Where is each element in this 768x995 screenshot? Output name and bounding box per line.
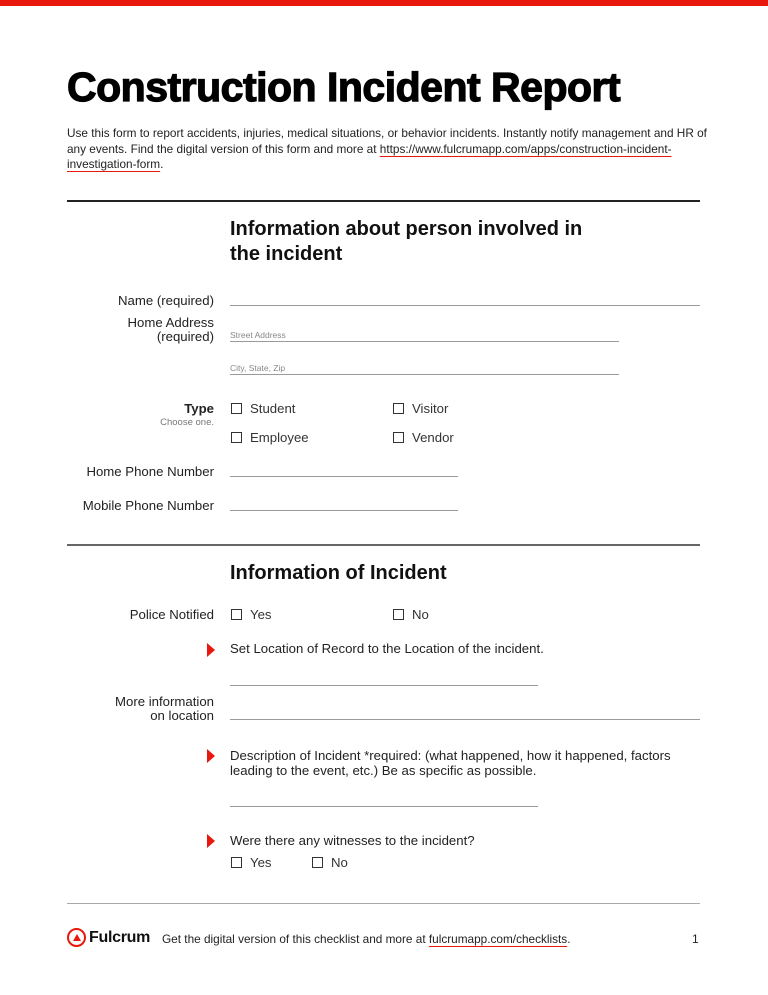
home-phone-field[interactable] (230, 476, 458, 477)
type-option-vendor[interactable]: Vendor (393, 430, 454, 445)
police-option-no[interactable]: No (393, 607, 429, 622)
checkbox[interactable] (231, 609, 242, 620)
city-state-zip-hint: City, State, Zip (230, 363, 286, 373)
section-title-person: Information about person involved in the incident (230, 218, 583, 265)
location-field[interactable] (230, 685, 538, 686)
street-address-hint: Street Address (230, 330, 286, 340)
type-option-student[interactable]: Student (231, 401, 295, 416)
checkbox[interactable] (393, 609, 404, 620)
description-prompt: Description of Incident *required: (what happened, how it happened, factors leading to the event, etc.) Be as specific as possible. (230, 748, 671, 778)
address-label-line1: Home Address (127, 315, 214, 330)
mobile-phone-label: Mobile Phone Number (82, 498, 214, 513)
location-prompt: Set Location of Record to the Location of the incident. (230, 641, 544, 656)
checkbox[interactable] (393, 432, 404, 443)
footer-text: Get the digital version of this checklist and more at fulcrumapp.com/checklists. (162, 932, 571, 946)
page-number: 1 (692, 932, 699, 946)
caret-right-icon (207, 643, 215, 657)
name-label: Name (required) (117, 293, 214, 308)
witness-option-yes[interactable]: Yes (231, 855, 272, 870)
description-field[interactable] (230, 806, 538, 807)
type-option-visitor[interactable]: Visitor (393, 401, 448, 416)
checkbox[interactable] (231, 857, 242, 868)
intro-link[interactable]: https://www.fulcrumapp.com/apps/construction-incident-investigation-form (67, 141, 672, 171)
section-divider (67, 544, 700, 546)
city-state-zip-field[interactable] (230, 374, 619, 375)
mobile-phone-field[interactable] (230, 510, 458, 511)
caret-right-icon (207, 834, 215, 848)
checkbox[interactable] (231, 403, 242, 414)
type-label: Type (184, 401, 214, 416)
more-info-location-field[interactable] (230, 719, 700, 720)
more-info-label-line1: More information (115, 694, 214, 709)
top-accent-bar (0, 0, 768, 6)
checkbox[interactable] (231, 432, 242, 443)
type-option-employee[interactable]: Employee (231, 430, 309, 445)
witness-option-no[interactable]: No (312, 855, 348, 870)
footer-divider (67, 903, 700, 904)
home-phone-label: Home Phone Number (86, 464, 214, 479)
checkbox[interactable] (312, 857, 323, 868)
section-divider (67, 200, 700, 202)
address-label-line2: (required) (156, 329, 214, 344)
name-field[interactable] (230, 305, 700, 306)
footer-link[interactable]: fulcrumapp.com/checklists (428, 932, 568, 946)
police-notified-label: Police Notified (129, 607, 214, 622)
fulcrum-logo-icon (67, 928, 86, 947)
intro-paragraph: Use this form to report accidents, injuries, medical situations, or behavior incidents. Instantly notify management and HR of any events. Find the digital version of this form and more at https://www.fulcrumapp.com/apps/construction-incident-investigation-form. (67, 126, 707, 171)
witness-prompt: Were there any witnesses to the incident? (230, 833, 475, 848)
fulcrum-logo (67, 928, 150, 947)
intro-text: Use this form to report accidents, injuries, medical situations, or behavior incidents. Instantly notify management and HR of any events. Find the digital version of this form and more at (67, 126, 707, 156)
street-address-field[interactable] (230, 341, 619, 342)
type-sublabel: Choose one. (160, 417, 214, 428)
caret-right-icon (207, 749, 215, 763)
page-title: Construction Incident Report (67, 64, 621, 110)
section-title-incident: Information of Incident (230, 562, 447, 584)
fulcrum-logo-text: Fulcrum (89, 928, 151, 946)
checkbox[interactable] (393, 403, 404, 414)
more-info-label-line2: on location (150, 708, 214, 723)
police-option-yes[interactable]: Yes (231, 607, 272, 622)
